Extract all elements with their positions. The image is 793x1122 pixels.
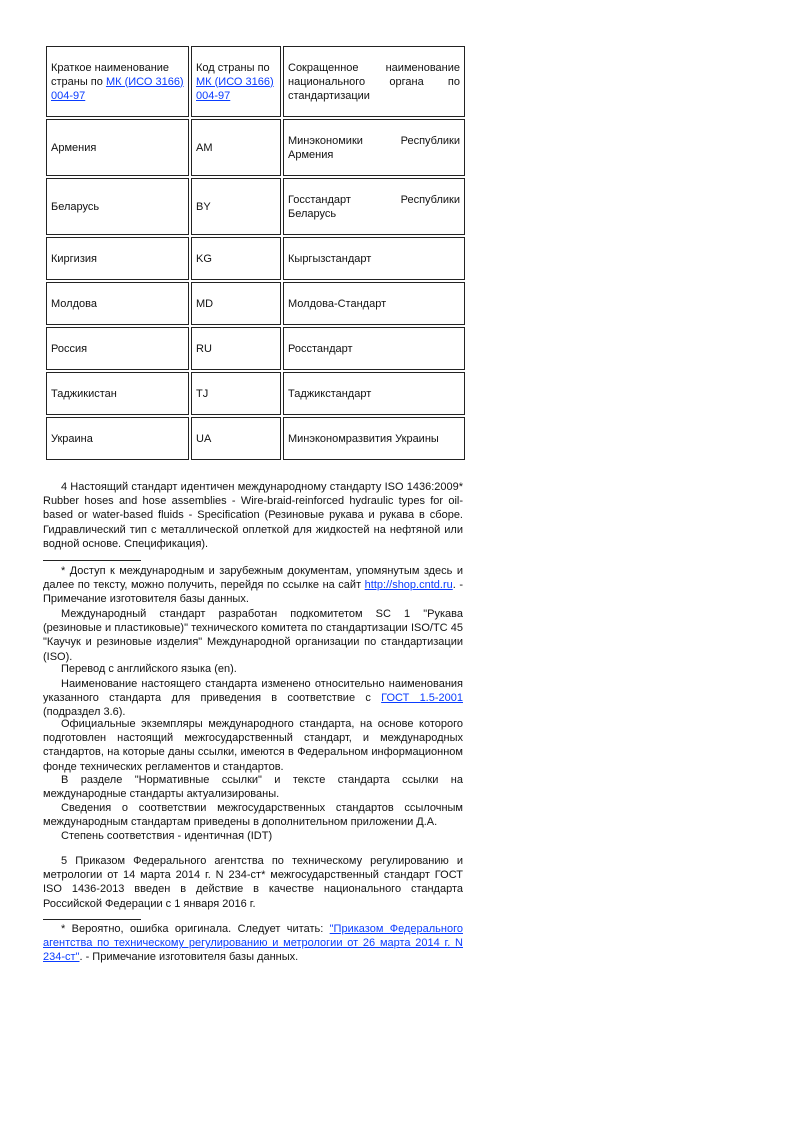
body-cell: Кыргызстандарт bbox=[283, 237, 465, 280]
table-header-row bbox=[46, 46, 465, 117]
code-cell: MD bbox=[191, 282, 281, 325]
para-name-text: Наименование настоящего стандарта изменено относительно наименования указанного стандарта для приведения в соответствие с bbox=[43, 678, 463, 705]
footnote-divider bbox=[43, 560, 141, 561]
gost-1-5-2001-link[interactable]: ГОСТ 1.5-2001 bbox=[381, 692, 463, 705]
item-5-paragraph: 5 Приказом Федерального агентства по техническому регулированию и метрологии от 14 марта 2014 г. N 234-ст* межгосударственный стандарт ГОСТ ISO 1436-2013 введен в действие в качестве национального стандарта Российской Федерации с 1 января 2016 г. bbox=[43, 855, 463, 910]
footnote-1-suffix: . - Примечание изготовителя базы данных. bbox=[43, 579, 464, 606]
order-link[interactable]: "Приказом Федерального агентства по техническому регулированию и метрологии от 26 марта 2014 г. N 234-ст" bbox=[43, 923, 463, 964]
para-compliance-info: Сведения о соответствии межгосударственных стандартов ссылочным международным стандартам приведены в дополнительном приложении Д.А. bbox=[43, 802, 463, 829]
footnote-1-text: * Доступ к международным и зарубежным документам, упомянутым здесь и далее по тексту, можно получить, перейдя по ссылке на сайт bbox=[43, 565, 463, 592]
code-cell: AM bbox=[191, 119, 281, 176]
header-country-text: Краткое наименование страны по bbox=[51, 61, 170, 88]
country-cell: Таджикистан bbox=[46, 372, 189, 415]
table-row bbox=[46, 372, 465, 415]
footnote-2-text: * Вероятно, ошибка оригинала. Следует читать: bbox=[61, 923, 330, 935]
body-cell: Минэкономразвития Украины bbox=[283, 417, 465, 460]
table-row bbox=[46, 237, 465, 280]
table-row bbox=[46, 327, 465, 370]
code-cell: BY bbox=[191, 178, 281, 235]
footnote-2 bbox=[43, 922, 463, 965]
para-references-updated: В разделе "Нормативные ссылки" и тексте стандарта ссылки на международные стандарты актуализированы. bbox=[43, 774, 463, 801]
country-cell: Молдова bbox=[46, 282, 189, 325]
code-cell: TJ bbox=[191, 372, 281, 415]
header-code-text: Код страны по bbox=[196, 61, 270, 74]
country-standards-table bbox=[44, 44, 467, 462]
header-country-name bbox=[46, 46, 189, 117]
country-cell: Киргизия bbox=[46, 237, 189, 280]
country-cell: Россия bbox=[46, 327, 189, 370]
code-cell: KG bbox=[191, 237, 281, 280]
para-developed: Международный стандарт разработан подкомитетом SC 1 "Рукава (резиновые и пластиковые)" технического комитета по стандартизации ISO/TC 45 "Каучук и резиновые изделия" Международной организации по стандартизации (ISO). bbox=[43, 608, 463, 663]
code-cell: UA bbox=[191, 417, 281, 460]
body-cell: Госстандарт Республики Беларусь bbox=[283, 178, 465, 235]
country-cell: Беларусь bbox=[46, 178, 189, 235]
table-row bbox=[46, 119, 465, 176]
footnote-2-suffix: . - Примечание изготовителя базы данных. bbox=[79, 951, 299, 964]
body-cell: Молдова-Стандарт bbox=[283, 282, 465, 325]
footnote-divider-2 bbox=[43, 919, 141, 920]
header-country-code bbox=[191, 46, 281, 117]
para-name-suffix: (подраздел 3.6). bbox=[43, 706, 126, 719]
shop-cntd-link[interactable]: http://shop.cntd.ru bbox=[364, 579, 453, 592]
body-cell: Минэкономики Республики Армения bbox=[283, 119, 465, 176]
country-cell: Украина bbox=[46, 417, 189, 460]
para-degree: Степень соответствия - идентичная (IDT) bbox=[61, 830, 273, 842]
country-cell: Армения bbox=[46, 119, 189, 176]
body-cell: Таджикстандарт bbox=[283, 372, 465, 415]
header-national-body: Сокращенное наименование национального органа по стандартизации bbox=[283, 46, 465, 117]
header-country-link[interactable]: МК (ИСО 3166) 004-97 bbox=[51, 75, 184, 102]
table-row bbox=[46, 282, 465, 325]
table-row bbox=[46, 178, 465, 235]
para-name-changed bbox=[43, 677, 463, 720]
para-translation: Перевод с английского языка (en). bbox=[61, 663, 237, 675]
table-row bbox=[46, 417, 465, 460]
header-code-link[interactable]: МК (ИСО 3166) 004-97 bbox=[196, 75, 274, 102]
para-official-copies: Официальные экземпляры международного стандарта, на основе которого подготовлен настоящий межгосударственный стандарт, и международных стандартов, на которые даны ссылки, имеются в Федеральном информационном фонде технических регламентов и стандартов. bbox=[43, 718, 463, 773]
code-cell: RU bbox=[191, 327, 281, 370]
item-4-paragraph: 4 Настоящий стандарт идентичен международному стандарту ISO 1436:2009* Rubber hoses and hose assemblies - Wire-braid-reinforced hydraulic types for oil-based or water-based fluids - Specification (Резиновые рукава и рукава в сборе. Гидравлический тип с металлической оплеткой для жидкостей на нефтяной или водной основе. Спецификация). bbox=[43, 481, 463, 550]
footnote-1 bbox=[43, 564, 463, 607]
body-cell: Росстандарт bbox=[283, 327, 465, 370]
